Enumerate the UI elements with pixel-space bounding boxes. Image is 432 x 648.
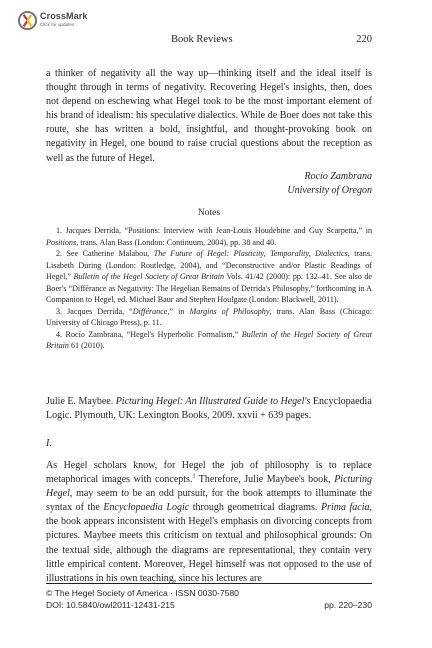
note-item: 3. Jacques Derrida, “Différance,” in Margins of Philosophy, trans. Alan Bass (Chicago: University of Chicago Press), p. 11.: [46, 306, 372, 327]
citation-title: Picturing Hegel: An Illustrated Guide to Hegel's: [115, 396, 311, 407]
footer-rule: [46, 583, 372, 584]
notes-list: [46, 225, 372, 352]
reviewer-name: Rocío Zambrana: [304, 171, 372, 182]
footnote-reference[interactable]: 1: [192, 473, 196, 480]
footer-doi[interactable]: DOI: 10.5840/owl2011-12431-215: [46, 600, 175, 610]
note-item: 4. Rocío Zambrana, “Hegel's Hyperbolic Formalism,” Bulletin of the Hegel Society of Great Britain 61 (2010).: [46, 329, 372, 350]
running-head-page-number: 220: [356, 34, 372, 45]
running-head: [46, 34, 372, 48]
running-head-title: Book Reviews: [171, 34, 233, 45]
citation-publication: . Plymouth, UK: Lexington Books, 2009. xxvii + 639 pages.: [69, 410, 312, 421]
review-opening-paragraph: As Hegel scholars know, for Hegel the job of philosophy is to replace metaphorical images with concepts.$^1$ Therefore, Julie Maybee's book, Picturing Hegel, may seem to be an odd pursuit, for the book attempts to illuminate the syntax of the Encyclopaedia Logic through geometrical diagrams. Prima facia, the book appears inconsistent with Hegel's emphasis on divorcing concepts from pictures. Maybee meets this criticism on textual and philosophical grounds: On the textual side, although the diagrams are representational, they contain very little empirical content. Moreover, Hegel himself was not opposed to the use of illustrations in his own teaching, since his lectures are: [46, 460, 373, 584]
book-citation: [46, 395, 372, 423]
note-item: 2. See Catherine Malabou, The Future of Hegel: Plasticity, Temporality, Dialectics, trans. Lisabeth During (London: Routledge, 2004), and “Deconstructive and/or Plastic Readings of Hegel,” Bulletin of the Hegel Society of Great Britain Vols. 41/42 (2000): pp. 132–41. See also de Boer's “Différance as Negativity: The Hegelian Remains of Derrida's Philosophy,” forthcoming in A Companion to Hegel, ed. Michael Baur and Stephen Houlgate (London: Blackwell, 2011).: [46, 249, 372, 304]
section-number: I.: [46, 438, 52, 449]
crossmark-logo[interactable]: [18, 9, 88, 33]
citation-title-roman: Encyclopaedia Logic: [46, 396, 372, 421]
crossmark-name: CrossMark: [40, 11, 88, 21]
citation-author: Julie E. Maybee.: [46, 396, 116, 407]
crossmark-tagline: Click for updates: [40, 22, 75, 27]
notes-heading: Notes: [197, 208, 221, 218]
reviewer-affiliation: University of Oregon: [287, 185, 372, 196]
footer-copyright: © The Hegel Society of America · ISSN 0030-7580: [46, 588, 239, 598]
footer-doi-line: [46, 600, 372, 610]
review-closing-paragraph: a thinker of negativity all the way up—thinking itself and the ideal itself is thought through in terms of negativity. Recovering Hegel's insights, then, does not depend on eschewing what Hegel took to be the most important element of his brand of idealism: his speculative dialectics. While de Boer does not take this route, she has written a bold, insightful, and thought-provoking book on negativity in Hegel, one bound to raise crucial questions about the reception as well as the future of Hegel.: [46, 68, 372, 164]
footer-page-range: pp. 220–230: [324, 600, 372, 610]
note-item: 1. Jacques Derrida, “Positions: Interview with Jean-Louis Houdebine and Guy Scarpetta,” in Positions, trans. Alan Bass (London: Continuum, 2004), pp. 38 and 40.: [46, 226, 372, 247]
crossmark-icon: [18, 11, 37, 30]
